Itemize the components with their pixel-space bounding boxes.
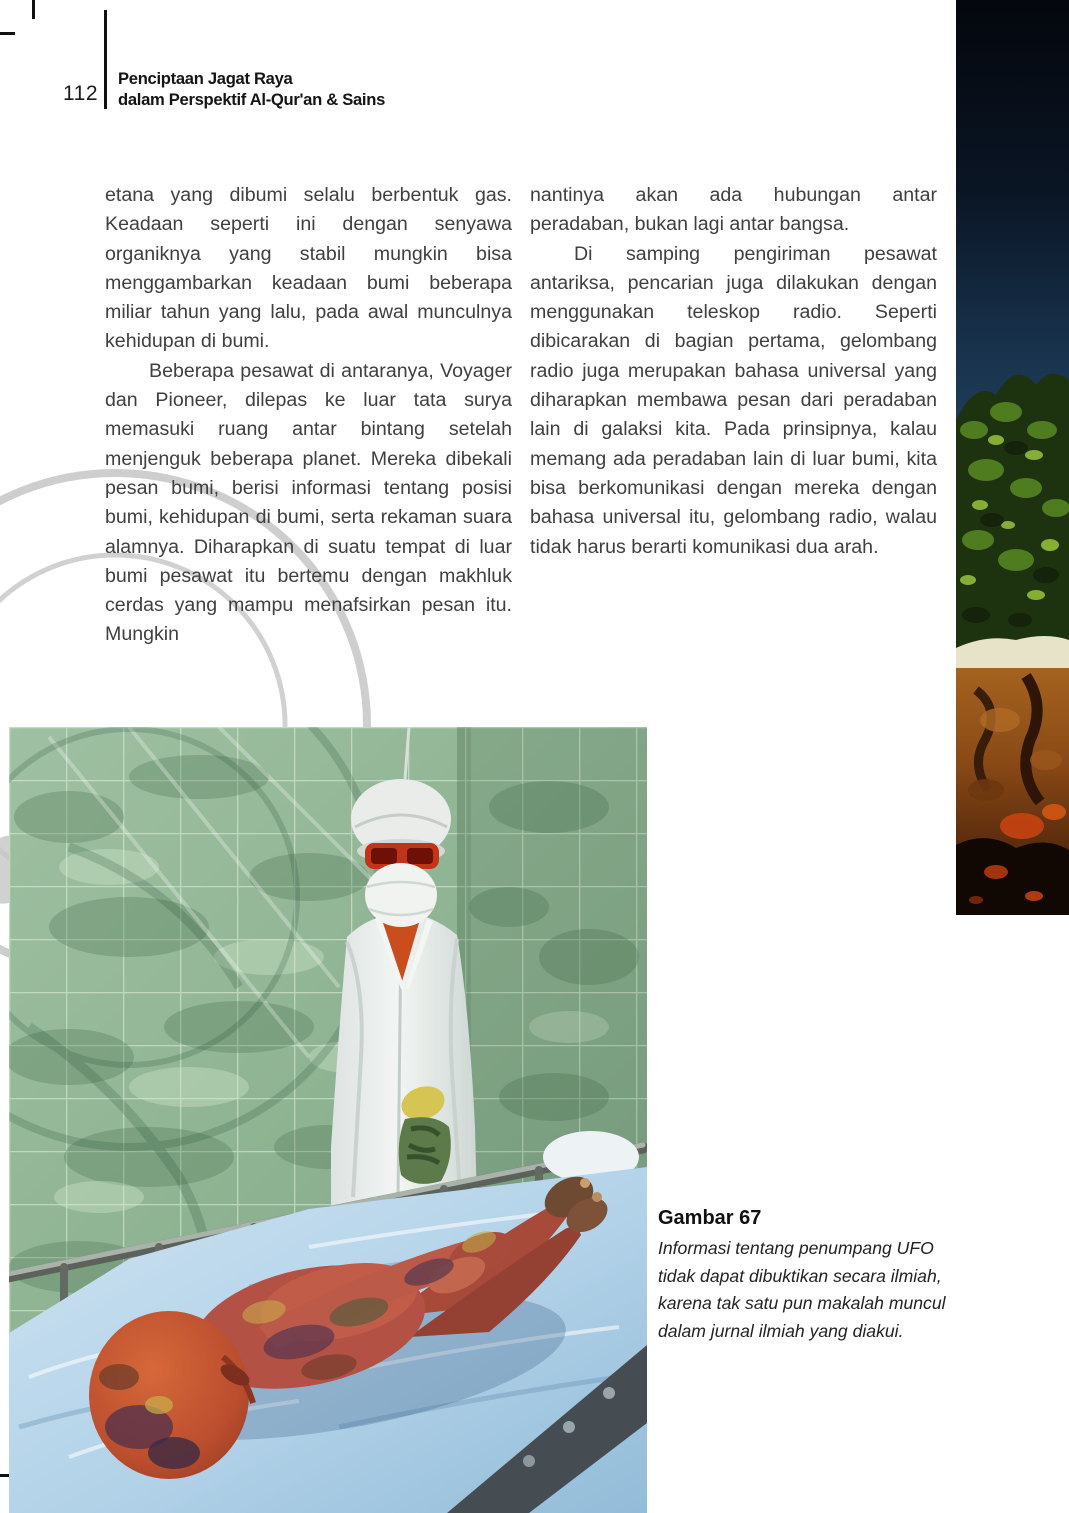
text-column-right [530, 181, 937, 562]
running-head [118, 69, 385, 110]
header-divider [104, 10, 107, 109]
text-column-left [105, 181, 512, 650]
figure-photo [9, 727, 647, 1513]
surgical-mask [365, 863, 437, 927]
running-head-line1: Penciptaan Jagat Raya [118, 69, 293, 88]
crop-mark-bottom-horizontal [0, 1474, 9, 1477]
body-paragraph: etana yang dibumi selalu berbentuk gas. Keadaan seperti ini dengan senyawa organiknya yang stabil mungkin bisa menggambarkan keadaan bumi beberapa miliar tahun yang lalu, pada awal munculnya kehidupan di bumi. [105, 184, 512, 353]
rocks [956, 668, 1069, 854]
crop-mark-top-horizontal [0, 32, 15, 35]
night-sky [956, 0, 1069, 420]
foliage [956, 374, 1069, 650]
crop-mark-top-vertical [32, 0, 35, 19]
edge-photo-strip [956, 0, 1069, 915]
dark-base [956, 838, 1069, 915]
running-head-line2: dalam Perspektif Al-Qur'an & Sains [118, 89, 386, 109]
figure-caption [658, 1207, 958, 1345]
page-number: 112 [63, 82, 98, 105]
figure-caption-body: Informasi tentang penumpang UFO tidak dapat dibuktikan secara ilmiah, karena tak satu pun makalah muncul dalam jurnal ilmiah yang diakui. [658, 1238, 946, 1341]
body-paragraph: Beberapa pesawat di antaranya, Voyager dan Pioneer, dilepas ke luar tata surya memasuki ruang antar bintang setelah menjenguk beberapa planet. Mereka dibekali pesan bumi, berisi informasi tentang posisi bumi, kehidupan di bumi, serta rekaman suara alamnya. Diharapkan di suatu tempat di luar bumi pesawat itu bertemu dengan makhluk cerdas yang mampu menafsirkan pesan itu. Mungkin [105, 359, 512, 646]
body-paragraph: nantinya akan ada hubungan antar peradaban, bukan lagi antar bangsa. [530, 184, 937, 236]
body-paragraph: Di samping pengiriman pesawat antariksa, pencarian juga dilakukan dengan menggunakan teleskop radio. Seperti dibicarakan di bagian pertama, gelombang radio juga merupakan bahasa universal yang diharapkan membawa pesan dari peradaban lain di galaksi kita. Pada prinsipnya, kalau memang ada peradaban lain di luar bumi, kita bisa berkomunikasi dengan mereka dengan bahasa universal itu, gelombang radio, walau tidak harus berarti komunikasi dua arah. [530, 242, 937, 558]
figure-caption-title: Gambar 67 [658, 1207, 762, 1229]
